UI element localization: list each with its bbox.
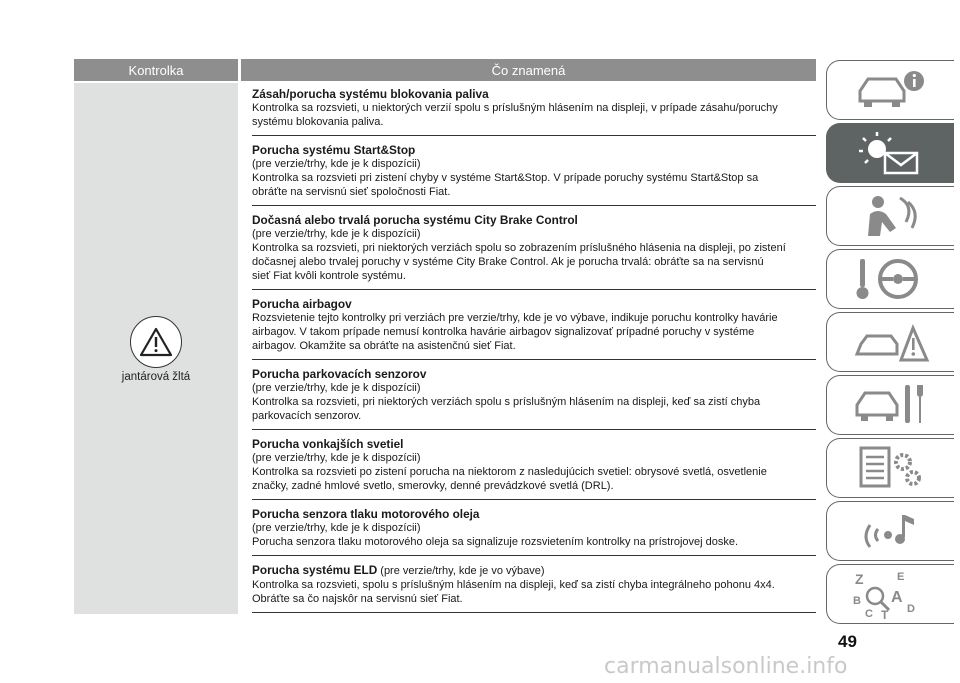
- entry-line: systému blokovania paliva.: [252, 116, 384, 128]
- spec-sheet-gears-icon: [853, 444, 929, 492]
- entry-airbag: [252, 297, 816, 360]
- entry-fuel-block: [252, 87, 816, 136]
- index-letter: E: [896, 571, 904, 583]
- tab-index[interactable]: [826, 564, 954, 624]
- entry-title: Porucha senzora tlaku motorového oleja: [252, 507, 480, 521]
- tab-technical-data[interactable]: [826, 438, 954, 498]
- watermark: carmanualsonline.info: [604, 654, 848, 679]
- entry-line: airbagov. Okamžite sa obráťte na asistenčnú sieť Fiat.: [252, 340, 516, 352]
- key-steering-wheel-icon: [854, 255, 928, 303]
- entry-line: Kontrolka sa rozsvieti, spolu s príslušným hlásením na displeji, keď sa zistí chyba integrálneho pohonu 4x4.: [252, 579, 775, 591]
- page-number: 49: [838, 632, 857, 651]
- entry-line: Porucha senzora tlaku motorového oleja sa signalizuje rozsvietením kontrolky na prístrojovej doske.: [252, 536, 739, 548]
- index-letter: A: [890, 589, 903, 606]
- tab-emergency[interactable]: [826, 312, 954, 372]
- multimedia-icon: [856, 507, 926, 555]
- entry-title-note: (pre verzie/trhy, kde je vo výbave): [380, 565, 545, 577]
- entry-line: Obráťte sa čo najskôr na servisnú sieť Fiat.: [252, 593, 463, 605]
- entry-line: obráťte na servisnú sieť spoločnosti Fiat.: [252, 186, 451, 198]
- entry-line: (pre verzie/trhy, kde je k dispozícii): [252, 228, 421, 240]
- entry-line: parkovacích senzorov.: [252, 410, 362, 422]
- index-letter: C: [864, 608, 873, 620]
- alphabetical-index-icon: [851, 568, 931, 620]
- index-letter: T: [880, 608, 888, 620]
- road-warning-icon: [851, 318, 931, 366]
- meaning-column: [252, 87, 816, 613]
- entry-line: dočasnej alebo trvalej poruchy v systéme City Brake Control. Ak je porucha trvalá: obráťte sa na servisnú: [252, 256, 764, 268]
- entry-line: Rozsvietenie tejto kontrolky pri verziách pre verzie/trhy, kde je vo výbave, indikuje poruchu kontrolky havárie: [252, 312, 778, 324]
- entry-line: (pre verzie/trhy, kde je k dispozícii): [252, 382, 421, 394]
- entry-title: Porucha systému ELD: [252, 563, 378, 577]
- entry-line: (pre verzie/trhy, kde je k dispozícii): [252, 522, 421, 534]
- entry-line: (pre verzie/trhy, kde je k dispozícii): [252, 158, 421, 170]
- warning-light-message-icon: [851, 129, 931, 177]
- entry-title: Porucha systému Start&Stop: [252, 143, 416, 157]
- tab-safety[interactable]: [826, 186, 954, 246]
- entry-oil-pressure-sensor: [252, 507, 816, 556]
- entry-line: Kontrolka sa rozsvieti po zistení porucha na niektorom z nasledujúcich svetiel: obrysové svetlá, osvetlenie: [252, 466, 767, 478]
- entry-start-stop: [252, 143, 816, 206]
- warning-triangle-icon: [130, 316, 182, 368]
- entry-title: Zásah/porucha systému blokovania paliva: [252, 87, 489, 101]
- index-letter: B: [852, 595, 861, 607]
- entry-line: sieť Fiat kvôli kontrole systému.: [252, 270, 406, 282]
- entry-eld: [252, 563, 816, 613]
- tab-warning-lights[interactable]: [826, 123, 954, 183]
- entry-title-row: [252, 563, 816, 578]
- seat-airbag-icon: [856, 192, 926, 240]
- entry-line: Kontrolka sa rozsvieti, pri niektorých verziách spolu so zobrazením príslušného hlásenia na displeji, po zistení: [252, 242, 786, 254]
- entry-title: Porucha airbagov: [252, 297, 352, 311]
- entry-title: Dočasná alebo trvalá porucha systému City Brake Control: [252, 213, 578, 227]
- tab-car-info[interactable]: [826, 60, 954, 120]
- car-info-icon: [852, 67, 930, 113]
- entry-line: Kontrolka sa rozsvieti pri zistení chyby v systéme Start&Stop. V prípade poruchy systému Start&Stop sa: [252, 172, 759, 184]
- header-co-znamena: Čo znamená: [241, 59, 816, 81]
- tab-multimedia[interactable]: [826, 501, 954, 561]
- index-letter: Z: [854, 571, 864, 587]
- header-kontrolka: Kontrolka: [74, 59, 238, 81]
- entry-title: Porucha vonkajších svetiel: [252, 437, 404, 451]
- car-tools-icon: [851, 381, 931, 429]
- tab-starting-driving[interactable]: [826, 249, 954, 309]
- entry-city-brake: [252, 213, 816, 290]
- tab-maintenance[interactable]: [826, 375, 954, 435]
- indicator-color-label: jantárová žltá: [121, 371, 191, 383]
- entry-parking-sensors: [252, 367, 816, 430]
- indicator-column: [74, 83, 238, 614]
- entry-line: značky, zadné hmlové svetlo, smerovky, denné prevádzkové svetlá (DRL).: [252, 480, 614, 492]
- entry-title: Porucha parkovacích senzorov: [252, 367, 427, 381]
- index-letter: D: [906, 603, 915, 615]
- entry-line: Kontrolka sa rozsvieti, pri niektorých verziách spolu s príslušným hlásením na displeji, keď sa zistí chyba: [252, 396, 761, 408]
- entry-line: airbagov. V takom prípade nemusí kontrolka havárie airbagov signalizovať prípadné poruchy v systéme: [252, 326, 755, 338]
- entry-exterior-lights: [252, 437, 816, 500]
- entry-line: (pre verzie/trhy, kde je k dispozícii): [252, 452, 421, 464]
- entry-line: Kontrolka sa rozsvieti, u niektorých verzií spolu s príslušným hlásením na displeji, v prípade zásahu/poruchy: [252, 102, 778, 114]
